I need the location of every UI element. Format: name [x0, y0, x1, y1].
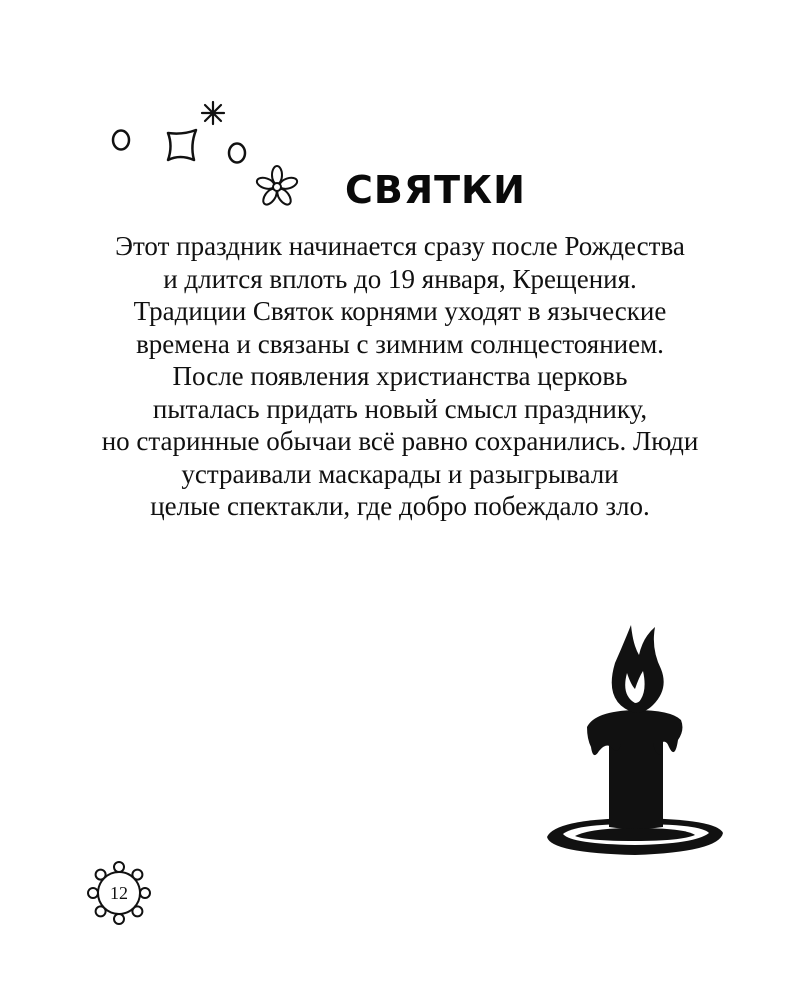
body-line: времена и связаны с зимним солнцестоянием.: [136, 328, 664, 359]
page-title: СВЯТКИ: [345, 168, 526, 212]
flower-icon: [255, 166, 298, 207]
body-line: устраивали маскарады и разыгрывали: [181, 458, 619, 489]
circle-icon: [113, 131, 129, 150]
square-star-icon: [168, 130, 196, 160]
body-line: целые спектакли, где добро побеждало зло.: [150, 491, 650, 521]
body-line: Этот праздник начинается сразу после Рождества: [115, 231, 685, 261]
body-line: но старинные обычаи всё равно сохранились. Люди: [101, 426, 699, 456]
asterisk-icon: [202, 102, 224, 124]
page-number: 12: [110, 882, 128, 903]
body-line: пыталась придать новый смысл празднику,: [152, 393, 648, 424]
body-line: После появления христианства церковь: [172, 361, 628, 391]
body-line: и длится вплоть до 19 января, Крещения.: [163, 263, 637, 294]
body-line: Традиции Святок корнями уходят в языческие: [133, 296, 667, 326]
body-paragraph: [40, 230, 760, 523]
candle-icon: [535, 615, 735, 865]
circle-icon: [229, 144, 245, 163]
